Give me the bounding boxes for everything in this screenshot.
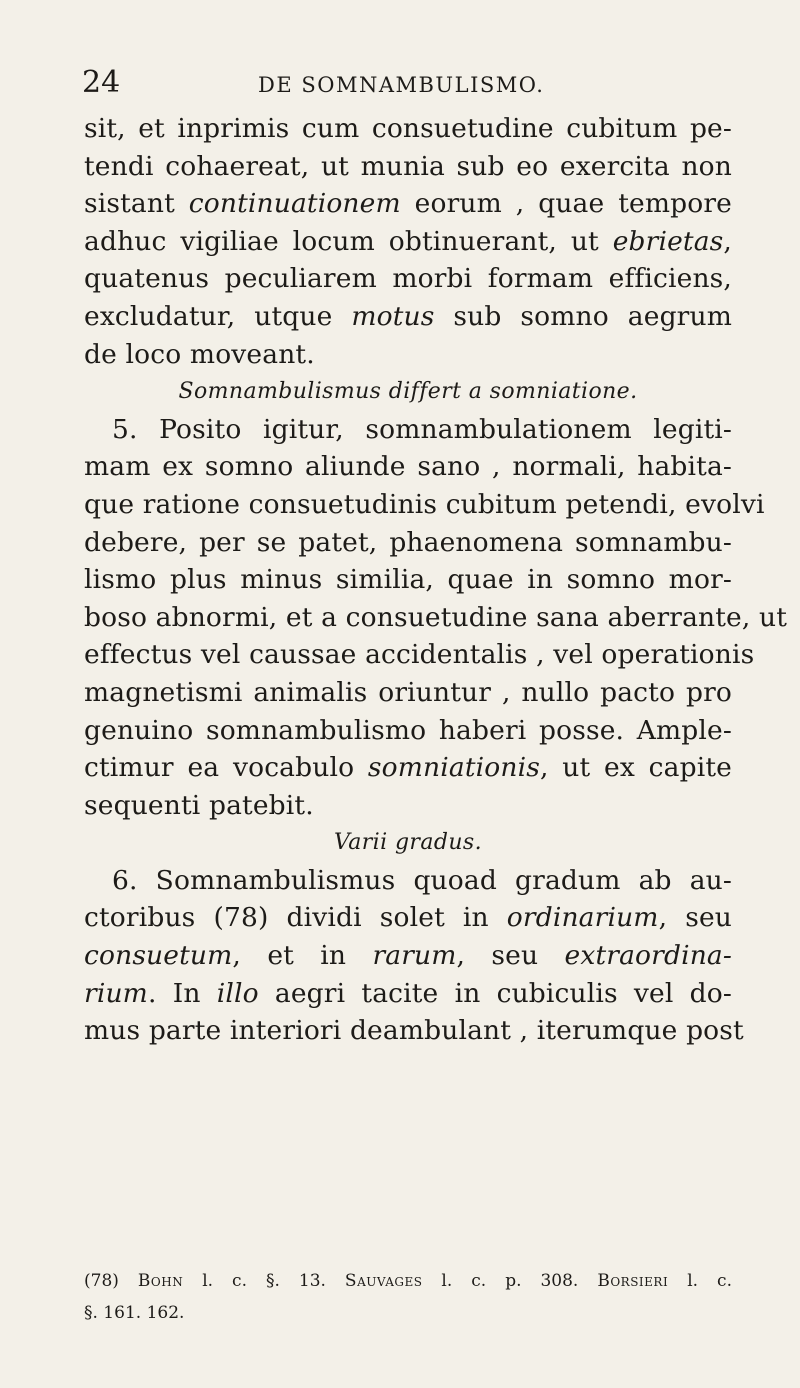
section-heading: Varii gradus. <box>333 830 483 856</box>
text-line: mus parte interiori deambulant , iterumque post <box>84 1015 744 1047</box>
italic-term: rium <box>84 977 148 1009</box>
text-line: mam ex somno aliunde sano , normali, habita- <box>84 451 732 483</box>
text-line: 6. Somnambulismus quoad gradum ab au- <box>112 864 732 896</box>
text-line: quatenus peculiarem morbi formam efficiens, <box>84 263 732 295</box>
text-line: 5. Posito igitur, somnambulationem legiti- <box>112 413 732 445</box>
italic-term: somniationis <box>367 752 540 784</box>
text-line: lismo plus minus similia, quae in somno mor- <box>84 564 732 596</box>
text-line: debere, per se patet, phaenomena somnambu- <box>84 526 732 558</box>
footnote-line: §. 161. 162. <box>84 1303 185 1323</box>
page-number: 24 <box>82 65 121 100</box>
author-name: Bohn <box>137 1271 184 1291</box>
text-line: sequenti patebit. <box>84 789 314 821</box>
text-line: sistant continuationem eorum , quae tempore <box>84 188 732 220</box>
section-heading: Somnambulismus differt a somniatione. <box>178 379 638 405</box>
text-line: adhuc vigiliae locum obtinuerant, ut ebrietas, <box>84 225 732 257</box>
text-line: rium. In illo aegri tacite in cubiculis vel do- <box>84 977 732 1009</box>
text-line: effectus vel caussae accidentalis , vel operationis <box>84 639 755 671</box>
text-line: ctoribus (78) dividi solet in ordinarium, seu <box>84 902 732 934</box>
running-head <box>82 66 642 100</box>
main-text <box>84 110 788 1050</box>
italic-term: rarum <box>372 940 457 972</box>
footnote <box>84 1265 732 1329</box>
text-line: genuino somnambulismo haberi posse. Ample- <box>84 714 732 746</box>
author-name: Sauvages <box>344 1271 423 1291</box>
author-name: Borsieri <box>597 1271 669 1291</box>
text-line: tendi cohaereat, ut munia sub eo exercita non <box>84 150 732 182</box>
italic-term: illo <box>216 977 259 1009</box>
text-line: que ratione consuetudinis cubitum petendi, evolvi <box>84 488 765 520</box>
text-line: sit, et inprimis cum consuetudine cubitum pe- <box>84 113 732 144</box>
italic-term: continuationem <box>188 188 401 220</box>
footnote-line: (78) Bohn l. c. §. 13. Sauvages l. c. p. 308. Borsieri l. c. <box>84 1271 732 1291</box>
running-title: DE SOMNAMBULISMO. <box>258 73 545 97</box>
text-line: excludatur, utque motus sub somno aegrum <box>84 300 732 332</box>
italic-term: consuetum <box>84 940 233 972</box>
text-line: boso abnormi, et a consuetudine sana aberrante, ut <box>84 601 788 633</box>
italic-term: ordinarium <box>506 902 659 934</box>
text-line: de loco moveant. <box>84 338 315 370</box>
italic-term: motus <box>351 300 435 332</box>
italic-term: ebrietas <box>612 225 724 257</box>
text-line: consuetum, et in rarum, seu extraordina- <box>84 940 732 972</box>
text-line: ctimur ea vocabulo somniationis, ut ex capite <box>84 752 732 784</box>
italic-term: extraordina- <box>564 940 732 972</box>
text-line: magnetismi animalis oriuntur , nullo pacto pro <box>84 676 732 708</box>
